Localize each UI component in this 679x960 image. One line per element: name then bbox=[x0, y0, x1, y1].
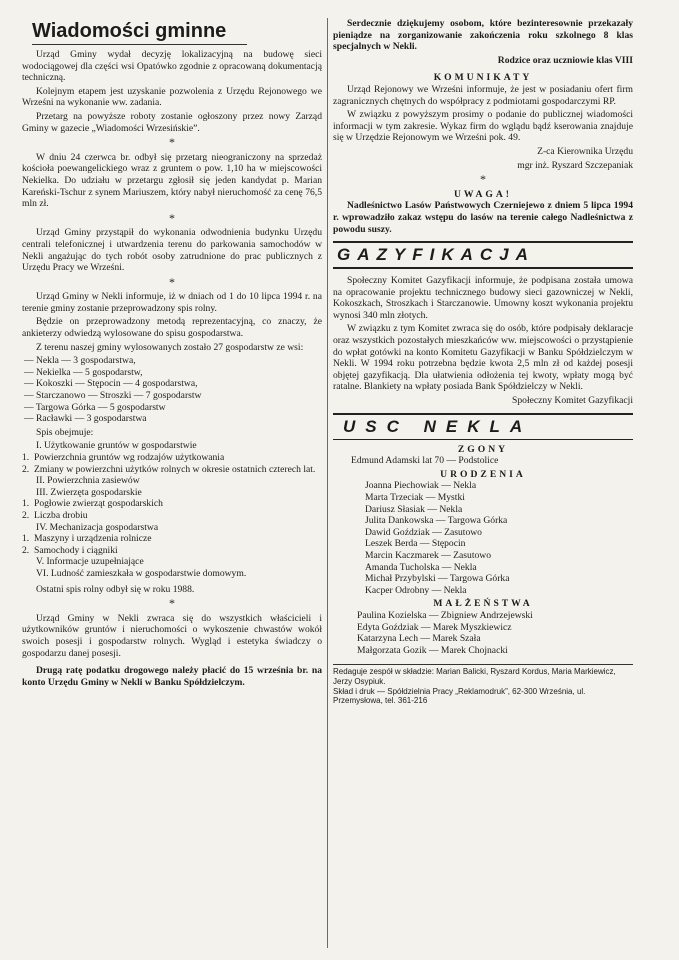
list-item: — Targowa Górka — 5 gospodarstw bbox=[24, 401, 166, 413]
separator-star: * bbox=[169, 274, 175, 289]
list-item: Edmund Adamski lat 70 — Podstolice bbox=[351, 455, 499, 467]
list-item bbox=[22, 533, 322, 545]
list-item: — Nekielka — 5 gospodarstw, bbox=[24, 366, 143, 378]
item-text: Zmiany w powierzchni użytków rolnych w okresie ostatnich czterech lat. bbox=[34, 463, 316, 475]
signature-line: mgr inż. Ryszard Szczepaniak bbox=[517, 159, 633, 171]
item-text: Maszyny i urządzenia rolnicze bbox=[34, 533, 152, 545]
list-item: — Kokoszki — Stępocin — 4 gospodarstwa, bbox=[24, 378, 198, 390]
item-number: 1. bbox=[22, 498, 30, 510]
uwaga-heading: UWAGA! bbox=[454, 188, 512, 200]
list-item: Leszek Berda — Stępocin bbox=[365, 538, 466, 550]
urodzenia-heading: URODZENIA bbox=[440, 468, 526, 480]
list-item: Amanda Tucholska — Nekla bbox=[365, 561, 477, 573]
spis-intro: Spis obejmuje: bbox=[36, 426, 94, 438]
usc-banner: USC NEKLA bbox=[333, 413, 633, 440]
item-text: Liczba drobiu bbox=[34, 509, 88, 521]
item-text: Samochody i ciągniki bbox=[34, 544, 118, 556]
deaths-list bbox=[351, 455, 633, 467]
item-text: V. Informacje uzupełniające bbox=[36, 556, 144, 568]
editorial-footer bbox=[333, 664, 633, 705]
list-item bbox=[22, 510, 322, 522]
list-item: Dariusz Słasiak — Nekla bbox=[365, 503, 463, 515]
item-text: Powierzchnia gruntów wg rodzajów użytkowania bbox=[34, 452, 225, 463]
marriages-list bbox=[357, 610, 633, 656]
left-column bbox=[22, 18, 322, 690]
article-paragraph: Z terenu naszej gminy wylosowanych zostało 27 gospodarstw ze wsi: bbox=[36, 341, 304, 353]
article-paragraph: Urząd Rejonowy we Wrześni informuje, że jest w posiadaniu ofert firm zagranicznych chętnych do współpracy z podmiotami gospodarczymi RP. bbox=[333, 83, 633, 107]
printer-info: Skład i druk — Spółdzielnia Pracy „Reklamodruk”, 62-300 Września, ul. Przemysłowa, tel. 361-216 bbox=[333, 686, 586, 706]
list-item bbox=[22, 545, 322, 557]
komunikaty-heading: KOMUNIKATY bbox=[433, 72, 533, 84]
editorial-team: Redaguje zespół w składzie: Marian Balicki, Ryszard Kordus, Maria Markiewicz, Jerzy Osypiuk. bbox=[333, 667, 616, 686]
list-item: — Starczanowo — Stroszki — 7 gospodarstw bbox=[24, 390, 202, 402]
list-item: Katarzyna Lech — Marek Szała bbox=[357, 633, 481, 645]
item-text: III. Zwierzęta gospodarskie bbox=[36, 486, 142, 498]
tax-notice: Drugą ratę podatku drogowego należy płacić do 15 września br. na konto Urzędu Gminy w Nekli w Banku Spółdzielczym. bbox=[22, 665, 322, 688]
section-title: Wiadomości gminne bbox=[32, 18, 247, 45]
list-item: Małgorzata Gozik — Marek Chojnacki bbox=[357, 644, 508, 656]
list-item: — Racławki — 3 gospodarstwa bbox=[24, 413, 147, 425]
list-item bbox=[22, 556, 322, 568]
item-text: I. Użytkowanie gruntów w gospodarstwie bbox=[36, 440, 197, 452]
list-item: Joanna Piechowiak — Nekla bbox=[365, 480, 477, 492]
village-list bbox=[22, 355, 322, 425]
article-paragraph: Urząd Gminy przystąpił do wykonania odwodnienia budynku Urzędu centrali telefonicznej i utwardzenia terenu do parkowania samochodów w Nekli angażując do tych robót osoby zatrudnione do prac publicznych z Urzędu Pracy we Wrześni. bbox=[22, 227, 322, 274]
item-number: 1. bbox=[22, 452, 30, 463]
list-item: Dawid Goździak — Zasutowo bbox=[365, 526, 482, 538]
list-item: — Nekla — 3 gospodarstwa, bbox=[24, 355, 136, 367]
separator-star: * bbox=[169, 210, 175, 225]
article-paragraph: Urząd Gminy w Nekli informuje, iż w dniach od 1 do 10 lipca 1994 r. na terenie gminy zostanie przeprowadzony spis rolny. bbox=[22, 291, 322, 314]
list-item: Marcin Kaczmarek — Zasutowo bbox=[365, 549, 492, 561]
article-paragraph: Ostatni spis rolny odbył się w roku 1988. bbox=[36, 583, 195, 595]
separator-star: * bbox=[169, 596, 175, 611]
list-item: Kacper Odrobny — Nekla bbox=[365, 584, 467, 596]
signature-line: Z-ca Kierownika Urzędu bbox=[537, 145, 633, 157]
births-list bbox=[365, 480, 633, 596]
article-paragraph: Będzie on przeprowadzony metodą reprezentacyjną, co znaczy, że ankieterzy odwiedzą wylosowane do spisu gospodarstwa. bbox=[22, 316, 322, 340]
list-item: Edyta Goździak — Marek Myszkiewicz bbox=[357, 621, 512, 633]
list-item: Paulina Kozielska — Zbigniew Andrzejewski bbox=[357, 609, 533, 621]
article-paragraph: Kolejnym etapem jest uzyskanie pozwolenia z Urzędu Rejonowego we Wrześni na wykonanie ww. zadania. bbox=[22, 85, 322, 109]
article-paragraph: W dniu 24 czerwca br. odbył się przetarg nieograniczony na sprzedaż kościoła poewangelickiego wraz z gruntem o pow. 1,10 ha w miejscowości Nekielka. Do udziału w przetargu zgłosił się jeden kandydat p. Marian Kareński-Tschur z synem Mariuszem, który nabył nieruchomość za cenę 76,5 mln zł. bbox=[22, 151, 322, 210]
signature-line: Społeczny Komitet Gazyfikacji bbox=[512, 395, 633, 407]
article-paragraph: Urząd Gminy w Nekli zwraca się do wszystkich właścicieli i użytkowników gruntów i nieruchomości o wykoszenie chwastów wokół swoich posesji i gospodarstw rolnych. Wygląd i estetyka świadczy o gospodarzu danej posesji. bbox=[22, 612, 322, 659]
list-item: Julita Dankowska — Targowa Górka bbox=[365, 515, 508, 527]
column-divider bbox=[327, 18, 328, 948]
list-item: Michał Przybylski — Targowa Górka bbox=[365, 573, 510, 585]
zgony-heading: ZGONY bbox=[457, 443, 509, 455]
list-item: Marta Trzeciak — Mystki bbox=[365, 492, 465, 503]
thanks-signature: Rodzice oraz uczniowie klas VIII bbox=[497, 54, 633, 66]
article-paragraph: W związku z powyższym prosimy o podanie do publicznej wiadomości informacji w tym zakresie. Wykaz firm do wglądu bądź kserowania znajduje się w Urzędzie Rejonowym we Wrześni pok. 49. bbox=[333, 109, 633, 144]
list-item bbox=[22, 440, 322, 452]
separator-star: * bbox=[480, 172, 486, 187]
item-number: 2. bbox=[22, 544, 30, 556]
article-paragraph: Urząd Gminy wydał decyzję lokalizacyjną na budowę sieci wodociągowej dla części wsi Opatówko zgodnie z opracowaną dokumentacją techniczną. bbox=[22, 49, 322, 84]
article-paragraph: Społeczny Komitet Gazyfikacji informuje, że podpisana została umowa na opracowanie projektu technicznego budowy sieci gazowniczej w Nekli, Kokoszkach, Stroszkach i Starczanowie. Umowny koszt wykonania projektu wynosi 340 mln złotych. bbox=[333, 275, 633, 321]
right-column bbox=[333, 18, 633, 706]
census-scope-list bbox=[22, 440, 322, 579]
item-number: 2. bbox=[22, 463, 30, 475]
item-text: Pogłowie zwierząt gospodarskich bbox=[34, 498, 163, 510]
list-item bbox=[22, 452, 322, 464]
malzenstwa-heading: MAŁŻEŃSTWA bbox=[433, 598, 533, 610]
item-text: II. Powierzchnia zasiewów bbox=[36, 475, 140, 487]
article-paragraph: W związku z tym Komitet zwraca się do osób, które podpisały deklaracje oraz wszystkich pozostałych mieszkańców ww. miejscowości o przystąpienie do wpłat gotówki na konto Komitetu Gazyfikacji w Banku Spółdzielczym w Nekli. W 1994 roku potrzebna będzie kwota 2,5 mln zł od każdej posesji objętej gazyfikacją. Dla ułatwienia odłożenia tej kwoty, wpłaty mogą być ratalne. Blankiety na wpłaty posiada Bank Spółdzielczy w Nekli. bbox=[333, 323, 633, 393]
separator-star: * bbox=[169, 135, 175, 150]
list-item bbox=[22, 568, 322, 580]
list-item bbox=[22, 498, 322, 510]
list-item bbox=[22, 522, 322, 534]
item-text: VI. Ludność zamieszkała w gospodarstwie domowym. bbox=[36, 567, 247, 579]
forest-notice: Nadleśnictwo Lasów Państwowych Czerniejewo z dniem 5 lipca 1994 r. wprowadziło zakaz wstępu do lasów na terenie całego Nadleśnictwa z powodu suszy. bbox=[333, 200, 633, 235]
list-item bbox=[22, 487, 322, 499]
item-number: 1. bbox=[22, 533, 30, 545]
item-text: IV. Mechanizacja gospodarstwa bbox=[36, 521, 159, 533]
article-paragraph: Przetarg na powyższe roboty zostanie ogłoszony przez nowy Zarząd Gminy w gazecie „Wiadomości Wrzesińskie”. bbox=[22, 110, 322, 134]
gazyfikacja-banner: GAZYFIKACJA bbox=[333, 241, 633, 269]
thanks-note: Serdecznie dziękujemy osobom, które bezinteresownie przekazały pieniądze na zorganizowanie zakończenia roku szkolnego 8 klas specjalnych w Nekli. bbox=[333, 18, 633, 53]
list-item bbox=[22, 464, 322, 476]
item-number: 2. bbox=[22, 509, 30, 521]
list-item bbox=[22, 475, 322, 487]
